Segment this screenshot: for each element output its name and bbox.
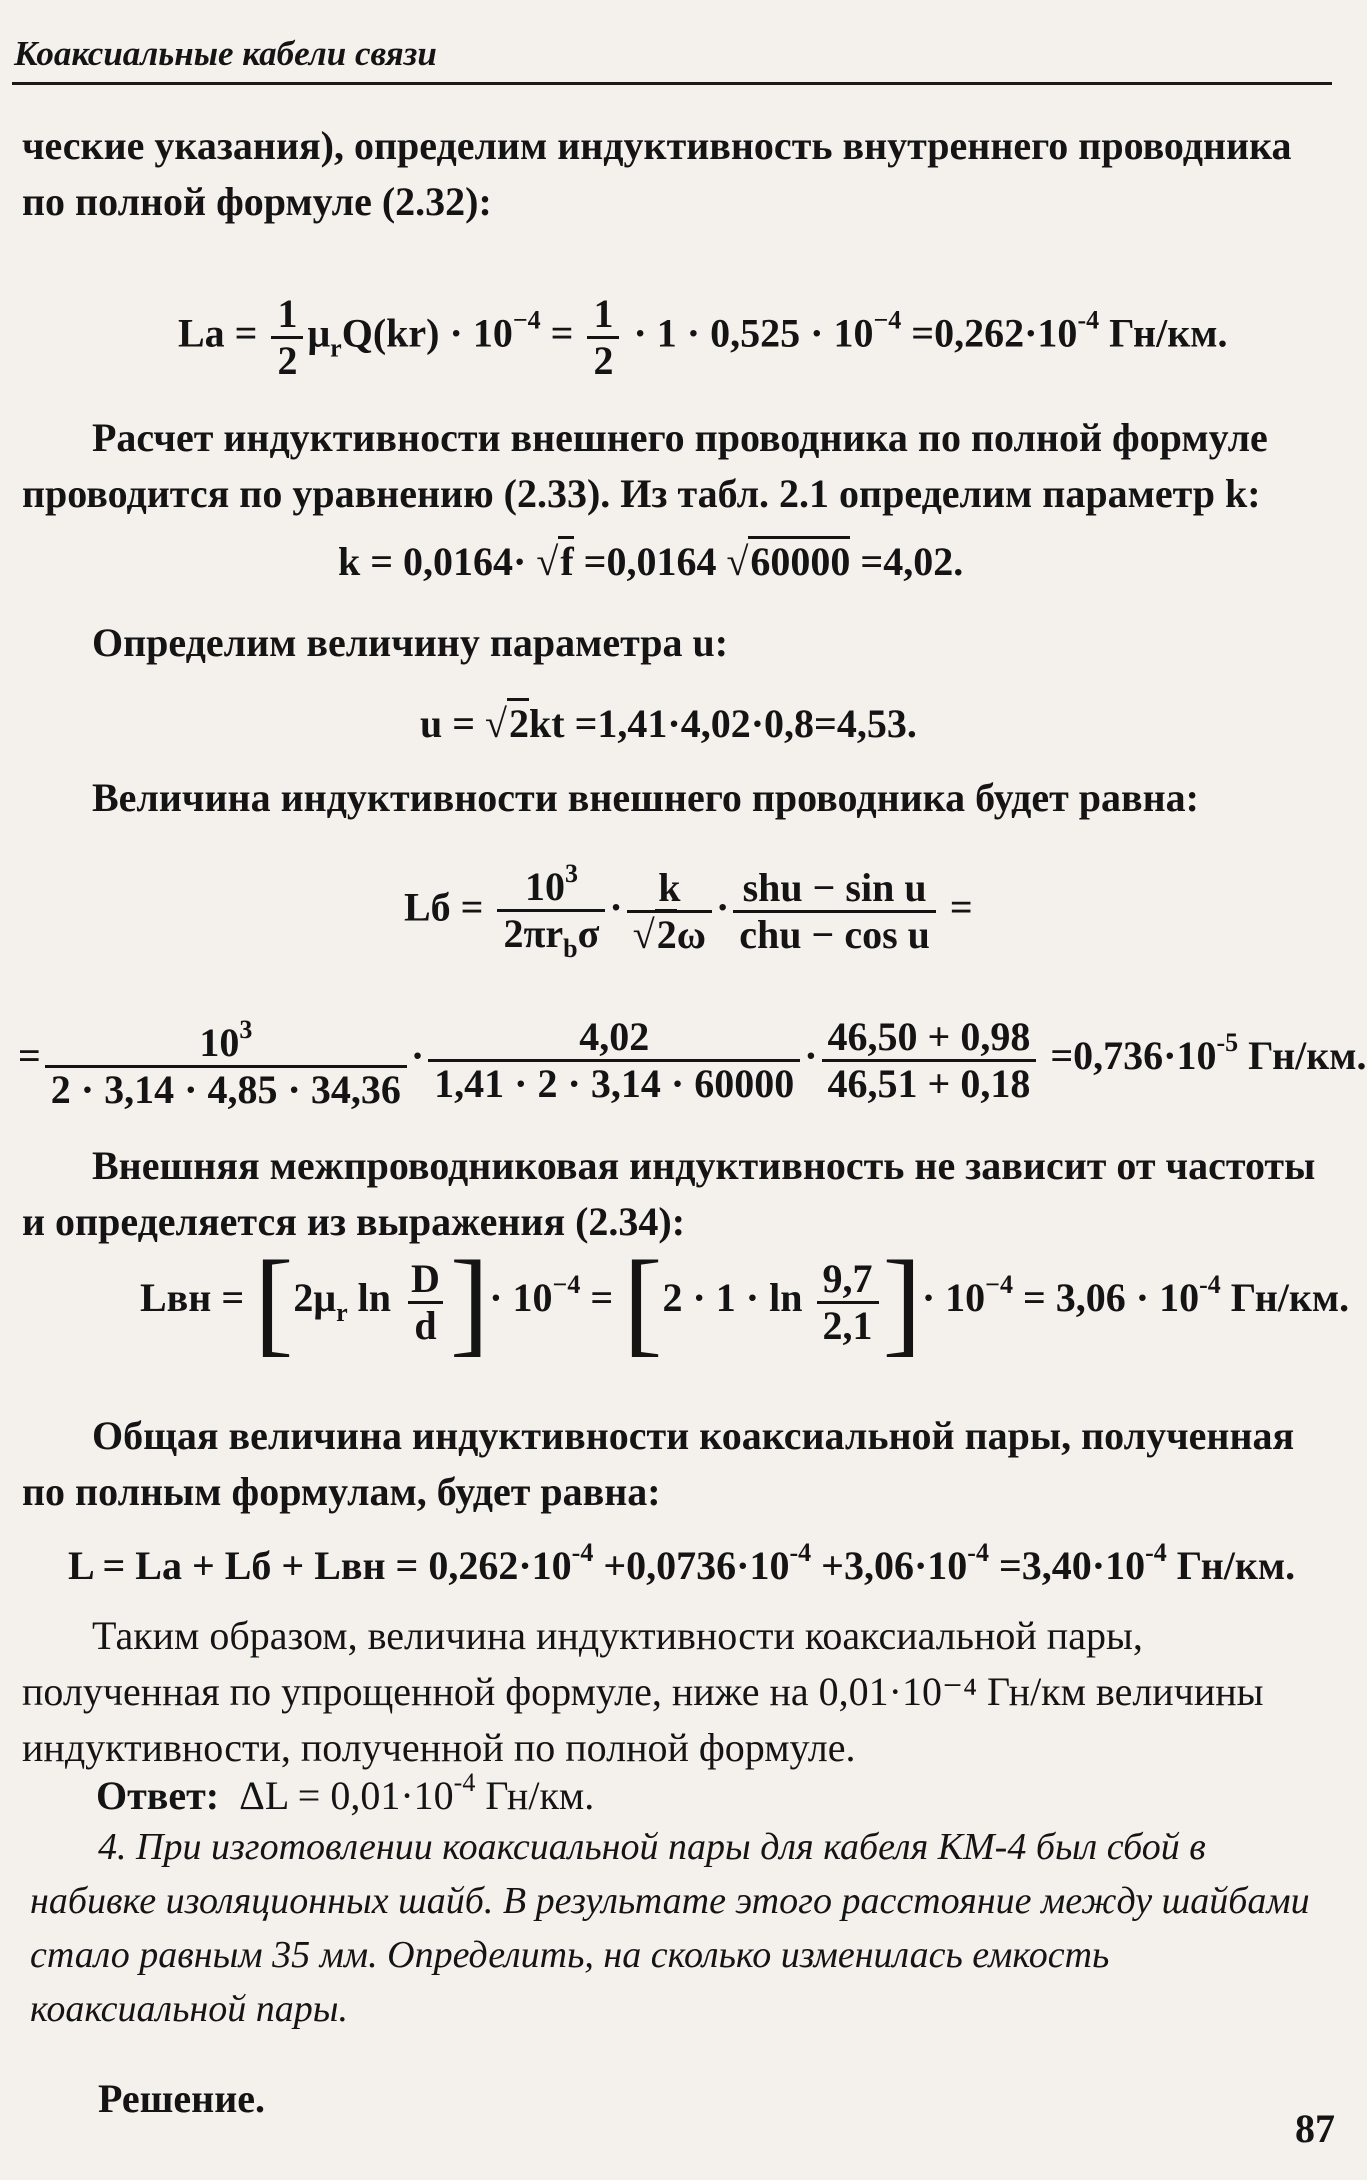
answer-line: Ответ: $\Delta L = 0,01\cdot 10^{-4}$ Гн/км.	[96, 1768, 595, 1818]
answer-label: Ответ:	[96, 1773, 220, 1818]
formula-k: k = 0,0164· √f =0,0164 √60000 =4,02.	[338, 538, 963, 585]
la-frac-1: $\frac{1}{2}$	[271, 292, 303, 383]
lvn-frac-2: $\frac{9,7}{2,1}$	[817, 1257, 879, 1348]
la-frac-2: $\frac{1}{2}$	[587, 292, 619, 383]
lbc-frac-1: $\frac{10^3}{2 \cdot 3,14 \cdot 4,85 \cdot 34,36}$	[45, 1008, 407, 1112]
paragraph-3: Определим величину параметра u:	[92, 620, 729, 665]
paragraph-2: Расчет индуктивности внешнего проводника по полной формуле проводится по уравнению (2.33). Из табл. 2.1 определим параметр k:	[22, 415, 1268, 516]
solution-heading: Решение.	[98, 2076, 266, 2121]
formula-lb-calc: = $\frac{10^3}{2 \cdot 3,14 \cdot 4,85 \cdot 34,36}$ · $\frac{4,02}{1,41 \cdot 2 \cdot 3,14 \cdot 60000}$ · $\frac{46,50 + 0,98}{46,51 + 0,18}$ $=0,736\cdot 10^{-5}$ Гн/км.	[18, 1008, 1367, 1112]
formula-lb: Lб = $\frac{10^3}{2\pi r_b\sigma}$ · $\frac{k}{√2\omega}$ · $\frac{\text{shu − sin u}}{\text{chu − cos u}}$ =	[404, 852, 973, 971]
lvn-frac-1: $\frac{D}{d}$	[405, 1257, 446, 1348]
formula-la: Lа = $\frac{1}{2}$ $\mu_rQ(kr) \cdot 10^{-4}$ = $\frac{1}{2}$ · $1 \cdot 0,525 \cdot 10^{-4} =0,262\cdot 10^{-4}$ Гн/км.	[178, 291, 1228, 383]
task-4: 4. При изготовлении коаксиальной пары для кабеля КМ-4 был сбой в набивке изоляционных шайб. В результате этого расстояние между шайбами стало равным 35 мм. Определить, на сколько изменилась емкость коаксиальной пары.	[30, 1826, 1310, 2030]
lb-frac-3: $\frac{\text{shu − sin u}}{\text{chu − cos u}}$	[733, 866, 936, 957]
formula-u: u = √2kt =1,41·4,02·0,8=4,53.	[420, 700, 917, 747]
lb-frac-1: $\frac{10^3}{2\pi r_b\sigma}$	[497, 852, 605, 971]
header-rule	[12, 82, 1332, 85]
lb-frac-2: $\frac{k}{√2\omega}$	[627, 866, 712, 957]
paragraph-5: Внешняя межпроводниковая индуктивность не зависит от частоты и определяется из выражения (2.34):	[22, 1143, 1316, 1244]
lbc-frac-2: $\frac{4,02}{1,41 \cdot 2 \cdot 3,14 \cdot 60000}$	[428, 1015, 800, 1106]
formula-total: L = Lа + Lб + Lвн = $0,262\cdot 10^{-4} +0,0736\cdot 10^{-4} +3,06\cdot 10^{-4} =3,40\cdot 10^{-4}$ Гн/км.	[68, 1538, 1296, 1588]
paragraph-6: Общая величина индуктивности коаксиальной пары, полученная по полным формулам, будет равна:	[22, 1413, 1295, 1514]
paragraph-4: Величина индуктивности внешнего проводника будет равна:	[92, 775, 1199, 820]
lbc-frac-3: $\frac{46,50 + 0,98}{46,51 + 0,18}$	[822, 1015, 1037, 1106]
la-lhs: Lа =	[178, 310, 258, 356]
running-head: Коаксиальные кабели связи	[14, 34, 437, 73]
page-number: 87	[1295, 2106, 1335, 2151]
paragraph-1: ческие указания), определим индуктивность внутреннего проводника по полной формуле (2.32):	[22, 123, 1292, 224]
paragraph-7: Таким образом, величина индуктивности коаксиальной пары, полученная по упрощенной формуле, ниже на 0,01·10⁻⁴ Гн/км величины индуктивности, полученной по полной формуле.	[22, 1613, 1264, 1770]
formula-lvn: Lвн = [$2\mu_r$ ln $\frac{D}{d}$ ]· $10^{-4} = [2 \cdot 1 \cdot \ln$ $\frac{9,7}{2,1}$ ]· $10^{-4} = 3,06 \cdot 10^{-4}$ Гн/км.	[140, 1236, 1350, 1367]
